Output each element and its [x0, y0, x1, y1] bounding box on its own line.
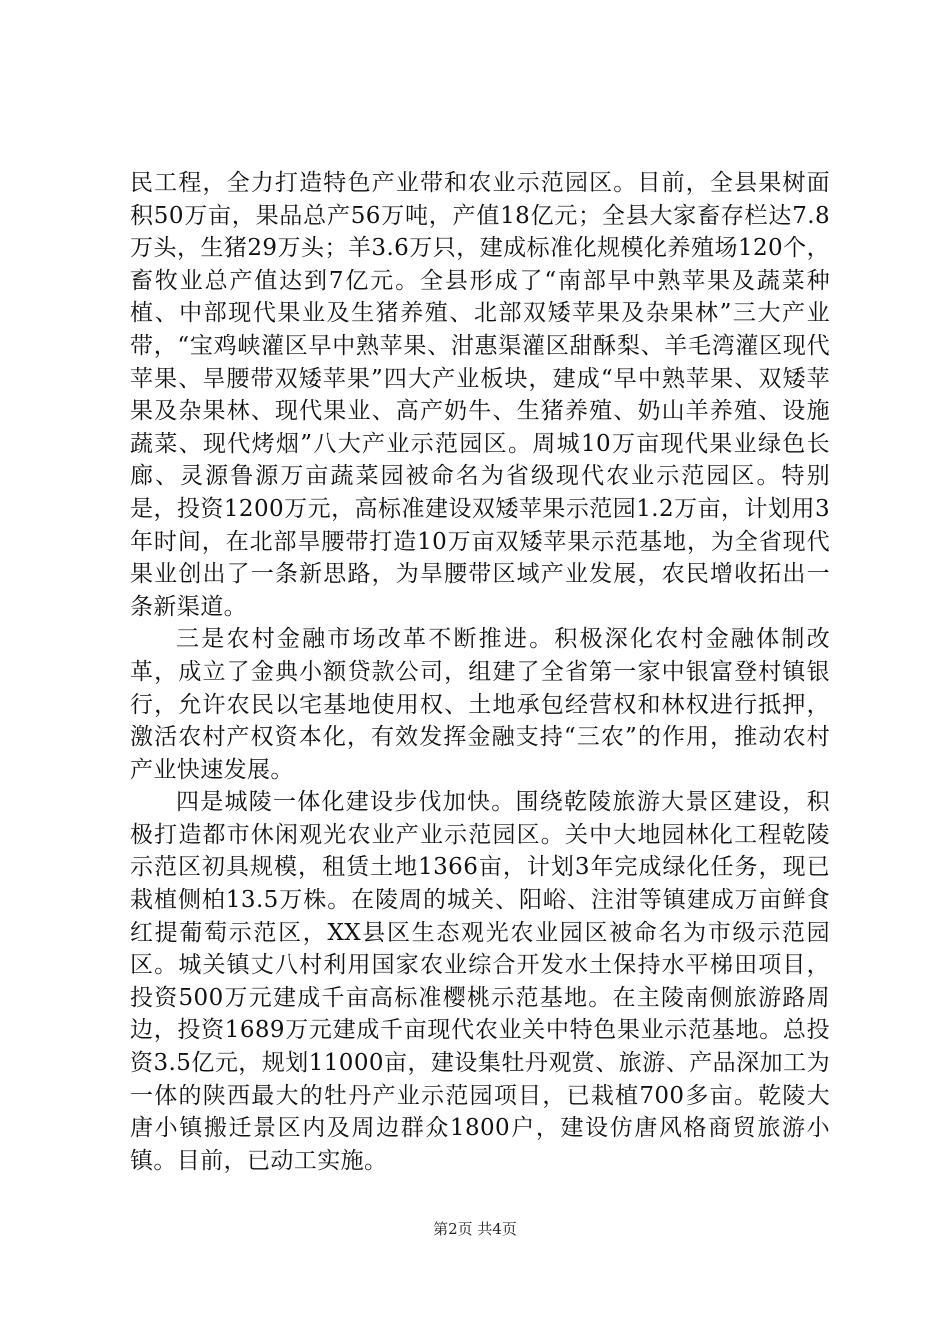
paragraph-continuation: 民工程，全力打造特色产业带和农业示范园区。目前，全县果树面积50万亩，果品总产56万吨，产值18亿元；全县大家畜存栏达7.8万头，生猪29万头；羊3.6万只，建成标准化规模化养殖场120个，畜牧业总产值达到7亿元。全县形成了“南部早中熟苹果及蔬菜种植、中部现代果业及生猪养殖、北部双矮苹果及杂果林”三大产业带，“宝鸡峡灌区早中熟苹果、泔惠渠灌区甜酥梨、羊毛湾灌区现代苹果、旱腰带双矮苹果”四大产业板块，建成“早中熟苹果、双矮苹果及杂果林、现代果业、高产奶牛、生猪养殖、奶山羊养殖、设施蔬菜、现代烤烟”八大产业示范园区。周城10万亩现代果业绿色长廊、灵源鲁源万亩蔬菜园被命名为省级现代农业示范园区。特别是，投资1200万元，高标准建设双矮苹果示范园1.2万亩，计划用3年时间，在北部旱腰带打造10万亩双矮苹果示范基地，为全省现代果业创出了一条新思路，为旱腰带区域产业发展，农民增收拓出一条新渠道。	[130, 170, 830, 620]
paragraph-city-mausoleum: 四是城陵一体化建设步伐加快。围绕乾陵旅游大景区建设，积极打造都市休闲观光农业产业示范园区。关中大地园林化工程乾陵示范区初具规模，租赁土地1366亩，计划3年完成绿化任务，现已栽植侧柏13.5万株。在陵周的城关、阳峪、注泔等镇建成万亩鲜食红提葡萄示范区，XX县区生态观光农业园区被命名为市级示范园区。城关镇丈八村利用国家农业综合开发水土保持水平梯田项目，投资500万元建成千亩高标准樱桃示范基地。在主陵南侧旅游路周边，投资1689万元建成千亩现代农业关中特色果业示范基地。总投资3.5亿元，规划11000亩，建设集牡丹观赏、旅游、产品深加工为一体的陕西最大的牡丹产业示范园项目，已栽植700多亩。乾陵大唐小镇搬迁景区内及周边群众1800户，建设仿唐风格商贸旅游小镇。目前，已动工实施。	[130, 789, 830, 1174]
document-body	[130, 167, 830, 1177]
page-footer: 第2页 共4页	[433, 1220, 517, 1238]
paragraph-rural-finance: 三是农村金融市场改革不断推进。积极深化农村金融体制改革，成立了金典小额贷款公司，组建了全省第一家中银富登村镇银行，允许农民以宅基地使用权、土地承包经营权和林权进行抵押，激活农村产权资本化，有效发挥金融支持“三农”的作用，推动农村产业快速发展。	[130, 626, 830, 783]
